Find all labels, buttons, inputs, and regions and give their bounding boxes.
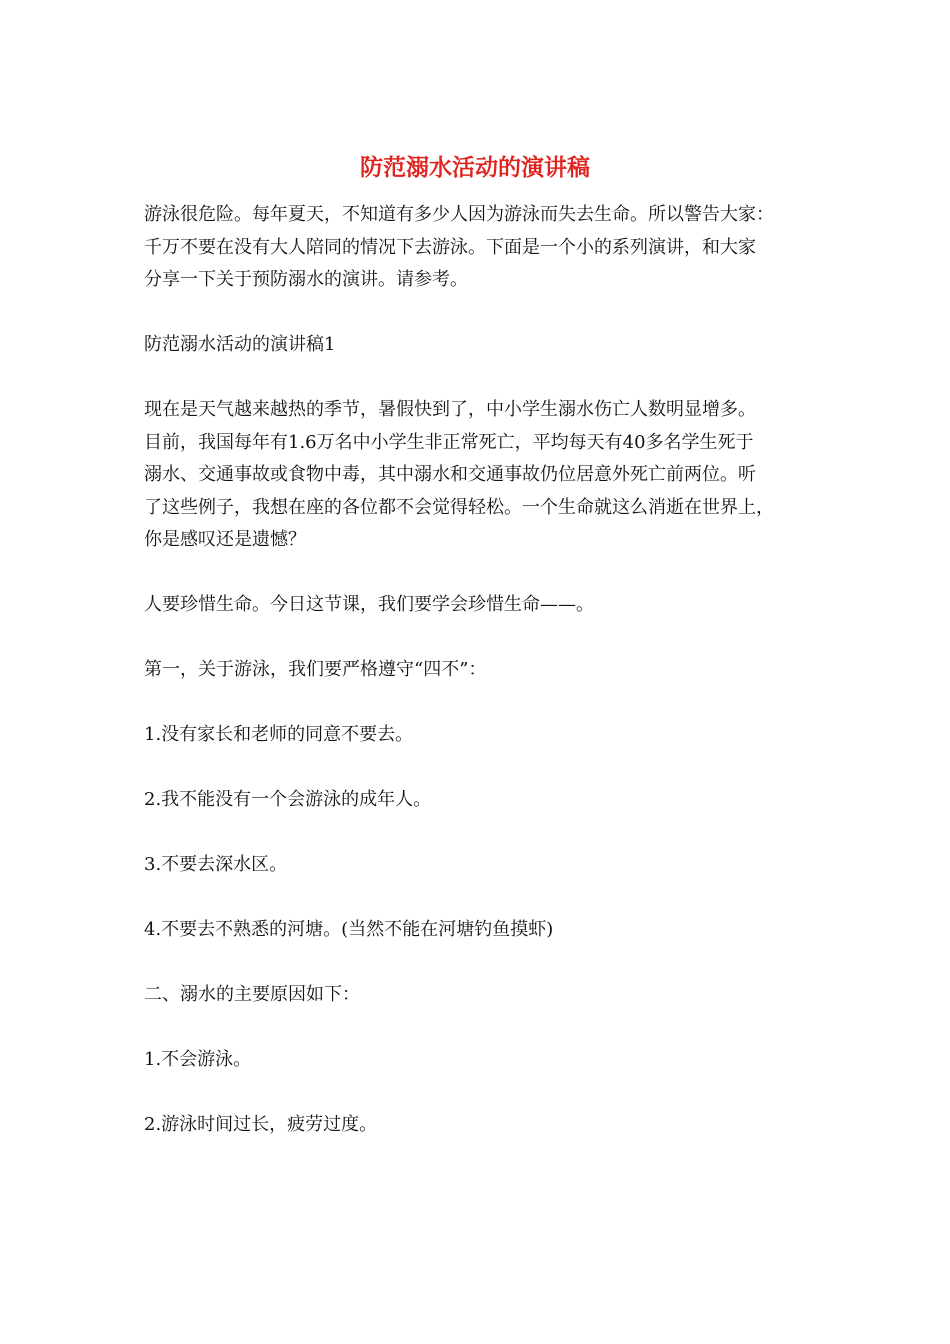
paragraph-line: 了这些例子，我想在座的各位都不会觉得轻松。一个生命就这么消逝在世界上， <box>144 496 774 518</box>
rule-item: 1.没有家长和老师的同意不要去。 <box>144 724 414 745</box>
paragraph-line: 溺水、交通事故或食物中毒，其中溺水和交通事故仍位居意外死亡前两位。听 <box>144 464 756 485</box>
intro-line: 游泳很危险。每年夏天，不知道有多少人因为游泳而失去生命。所以警告大家： <box>144 204 774 225</box>
paragraph-line: 目前，我国每年有1.6万名中小学生非正常死亡，平均每天有40多名学生死于 <box>144 431 754 453</box>
rule-item: 3.不要去深水区。 <box>144 854 288 875</box>
rule-item: 4.不要去不熟悉的河塘。(当然不能在河塘钓鱼摸虾) <box>144 919 554 940</box>
paragraph-line: 你是感叹还是遗憾？ <box>144 529 306 550</box>
rules-heading: 第一，关于游泳，我们要严格遵守“四不”： <box>144 659 487 680</box>
section-heading: 防范溺水活动的演讲稿1 <box>144 334 336 355</box>
rule-item: 2.我不能没有一个会游泳的成年人。 <box>144 789 432 810</box>
causes-heading: 二、溺水的主要原因如下： <box>144 984 360 1005</box>
paragraph-line: 现在是天气越来越热的季节，暑假快到了，中小学生溺水伤亡人数明显增多。 <box>144 399 756 420</box>
intro-line: 千万不要在没有大人陪同的情况下去游泳。下面是一个小的系列演讲，和大家 <box>144 236 756 258</box>
intro-paragraph <box>144 199 814 297</box>
cause-item: 2.游泳时间过长，疲劳过度。 <box>144 1114 378 1135</box>
document-body <box>144 199 814 1142</box>
intro-line: 分享一下关于预防溺水的演讲。请参考。 <box>144 269 468 290</box>
paragraph-1 <box>144 394 814 557</box>
paragraph-2: 人要珍惜生命。今日这节课，我们要学会珍惜生命——。 <box>144 594 594 615</box>
document-title: 防范溺水活动的演讲稿 <box>360 154 590 181</box>
cause-item: 1.不会游泳。 <box>144 1049 252 1070</box>
